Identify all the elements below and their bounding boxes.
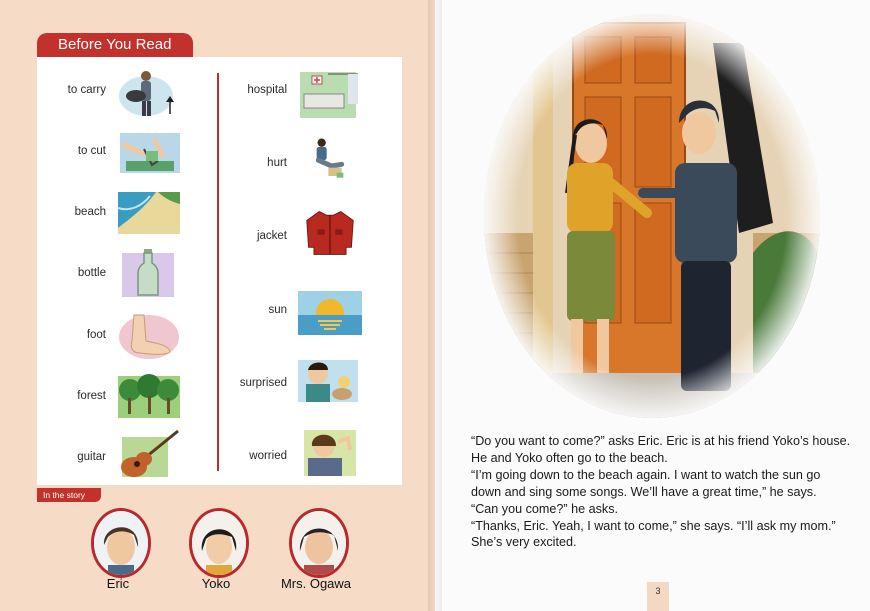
story-text <box>471 433 851 551</box>
carrying-guitar-icon <box>116 66 182 118</box>
vocab-word: surprised <box>239 377 287 389</box>
story-line: “Do you want to come?” asks Eric. Eric is at his friend Yoko’s house. <box>471 434 851 448</box>
vocab-word: to cut <box>77 145 106 157</box>
page-number: 3 <box>647 582 669 611</box>
character-name: Yoko <box>201 576 231 591</box>
story-line: He and Yoko often go to the beach. <box>471 450 668 465</box>
vocab-word: hurt <box>267 157 287 169</box>
beach-icon <box>116 188 182 240</box>
guitar-icon <box>116 429 182 481</box>
story-line: “Can you come?” he asks. <box>471 501 618 516</box>
vocab-word: forest <box>77 390 106 402</box>
vocabulary-divider <box>217 73 219 471</box>
vocab-word: jacket <box>256 230 287 242</box>
in-the-story-label: In the story <box>37 488 101 502</box>
sun-icon <box>298 288 362 338</box>
vocab-word: guitar <box>77 451 106 463</box>
vocab-word: beach <box>74 206 106 218</box>
section-header: Before You Read <box>37 33 193 57</box>
surprised-icon <box>298 356 362 406</box>
portrait-eric <box>91 508 151 578</box>
cutting-icon <box>116 127 182 179</box>
forest-icon <box>116 372 182 424</box>
hurt-icon <box>298 136 362 186</box>
yoko-portrait-icon <box>192 511 246 575</box>
vocab-word: hospital <box>247 84 287 96</box>
bottle-icon <box>116 249 182 301</box>
story-line: “Thanks, Eric. Yeah, I want to come,” she says. “I’ll ask my mom.” She’s very excited. <box>471 518 836 550</box>
foot-icon <box>116 311 182 363</box>
vocab-word: to carry <box>67 84 106 96</box>
portrait-yoko <box>189 508 249 578</box>
hospital-icon <box>298 70 362 120</box>
story-line: “I’m going down to the beach again. I want to watch the sun go down and sing some songs. We’ll have a great time,” he says. <box>471 467 821 499</box>
story-illustration <box>483 13 821 420</box>
worried-icon <box>298 428 362 478</box>
eric-portrait-icon <box>94 511 148 575</box>
vocab-word: foot <box>86 329 106 341</box>
character-name: Mrs. Ogawa <box>280 576 352 591</box>
jacket-icon <box>298 208 362 258</box>
book-gutter <box>428 0 442 611</box>
vocab-word: worried <box>249 450 287 462</box>
vocab-word: bottle <box>77 267 106 279</box>
portrait-mrs-ogawa <box>289 508 349 578</box>
character-name: Eric <box>106 576 130 591</box>
vocab-word: sun <box>268 304 287 316</box>
mrs-ogawa-portrait-icon <box>292 511 346 575</box>
